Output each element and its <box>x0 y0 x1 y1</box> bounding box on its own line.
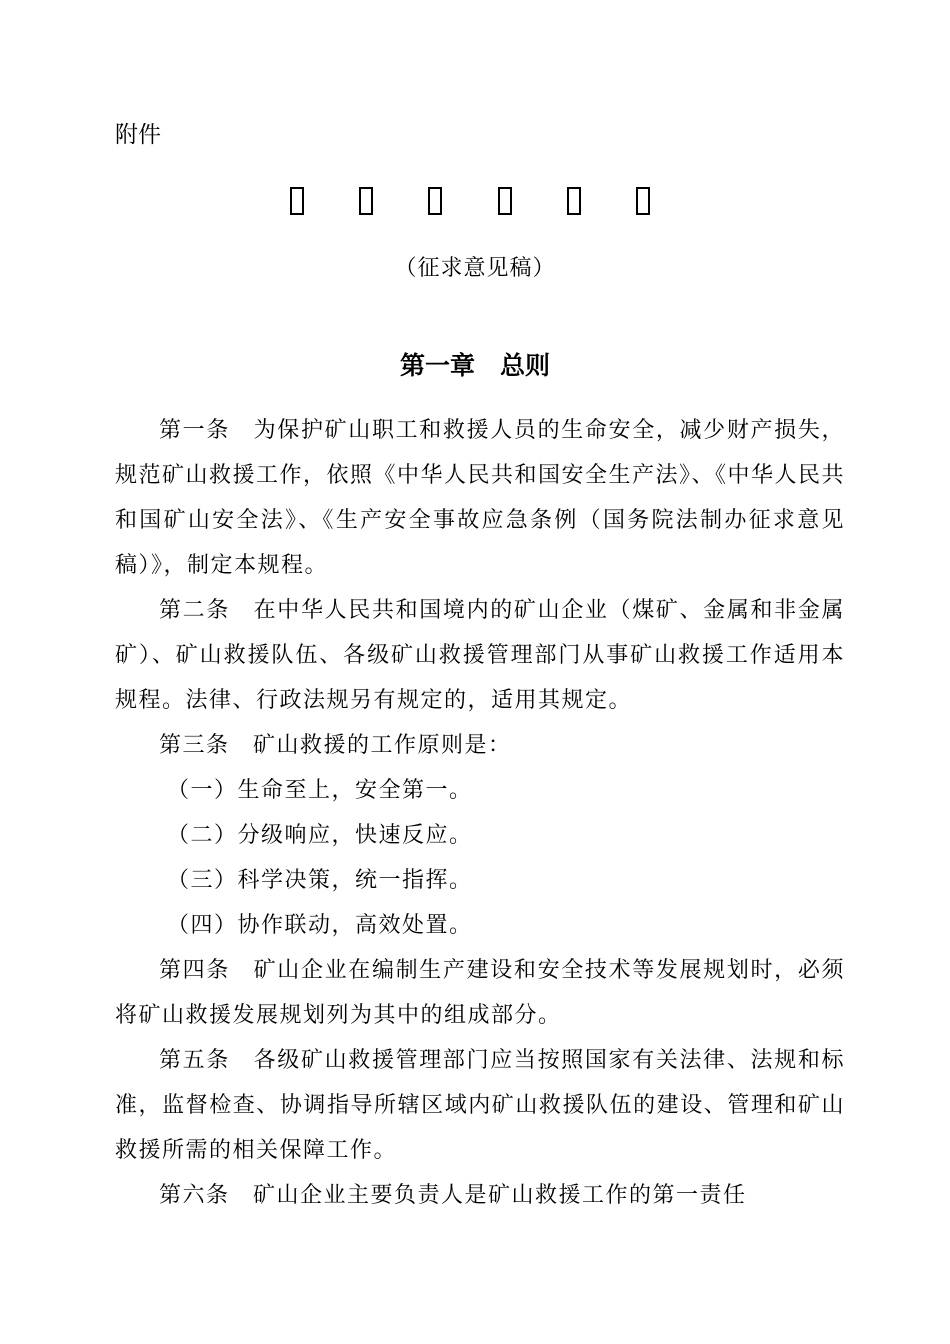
chapter-heading: 第一章 总则 <box>399 351 550 380</box>
principle-item: （四）协作联动，高效处置。 <box>167 913 473 938</box>
document-body <box>115 408 845 1218</box>
article-1: 第一条 为保护矿山职工和救援人员的生命安全，减少财产损失，规范矿山救援工作，依照《中华人民共和国安全生产法》、《中华人民共和国矿山安全法》、《生产安全事故应急条例（国务院法制办征求意见稿）》，制定本规程。 <box>115 418 846 578</box>
missing-glyph-icon <box>498 187 512 215</box>
article-6: 第六条 矿山企业主要负责人是矿山救援工作的第一责任 <box>159 1183 747 1208</box>
missing-glyph-icon <box>359 187 373 215</box>
article-5: 第五条 各级矿山救援管理部门应当按照国家有关法律、法规和标准，监督检查、协调指导所辖区域内矿山救援队伍的建设、管理和矿山救援所需的相关保障工作。 <box>115 1048 845 1163</box>
principle-item: （二）分级响应，快速反应。 <box>167 823 473 848</box>
article-3: 第三条 矿山救援的工作原则是： <box>159 733 512 758</box>
draft-subtitle: （征求意见稿） <box>394 256 556 281</box>
principle-item: （一）生命至上，安全第一。 <box>167 778 473 803</box>
article-4: 第四条 矿山企业在编制生产建设和安全技术等发展规划时，必须将矿山救援发展规划列为其中的组成部分。 <box>115 958 845 1028</box>
missing-glyph-icon <box>636 187 650 215</box>
principle-item: （三）科学决策，统一指挥。 <box>167 868 473 893</box>
article-2: 第二条 在中华人民共和国境内的矿山企业（煤矿、金属和非金属矿）、矿山救援队伍、各级矿山救援管理部门从事矿山救援工作适用本规程。法律、行政法规另有规定的，适用其规定。 <box>115 598 845 713</box>
missing-glyph-icon <box>567 187 581 215</box>
document-title <box>290 178 650 224</box>
attachment-label: 附件 <box>115 122 161 148</box>
missing-glyph-icon <box>428 187 442 215</box>
missing-glyph-icon <box>290 187 304 215</box>
